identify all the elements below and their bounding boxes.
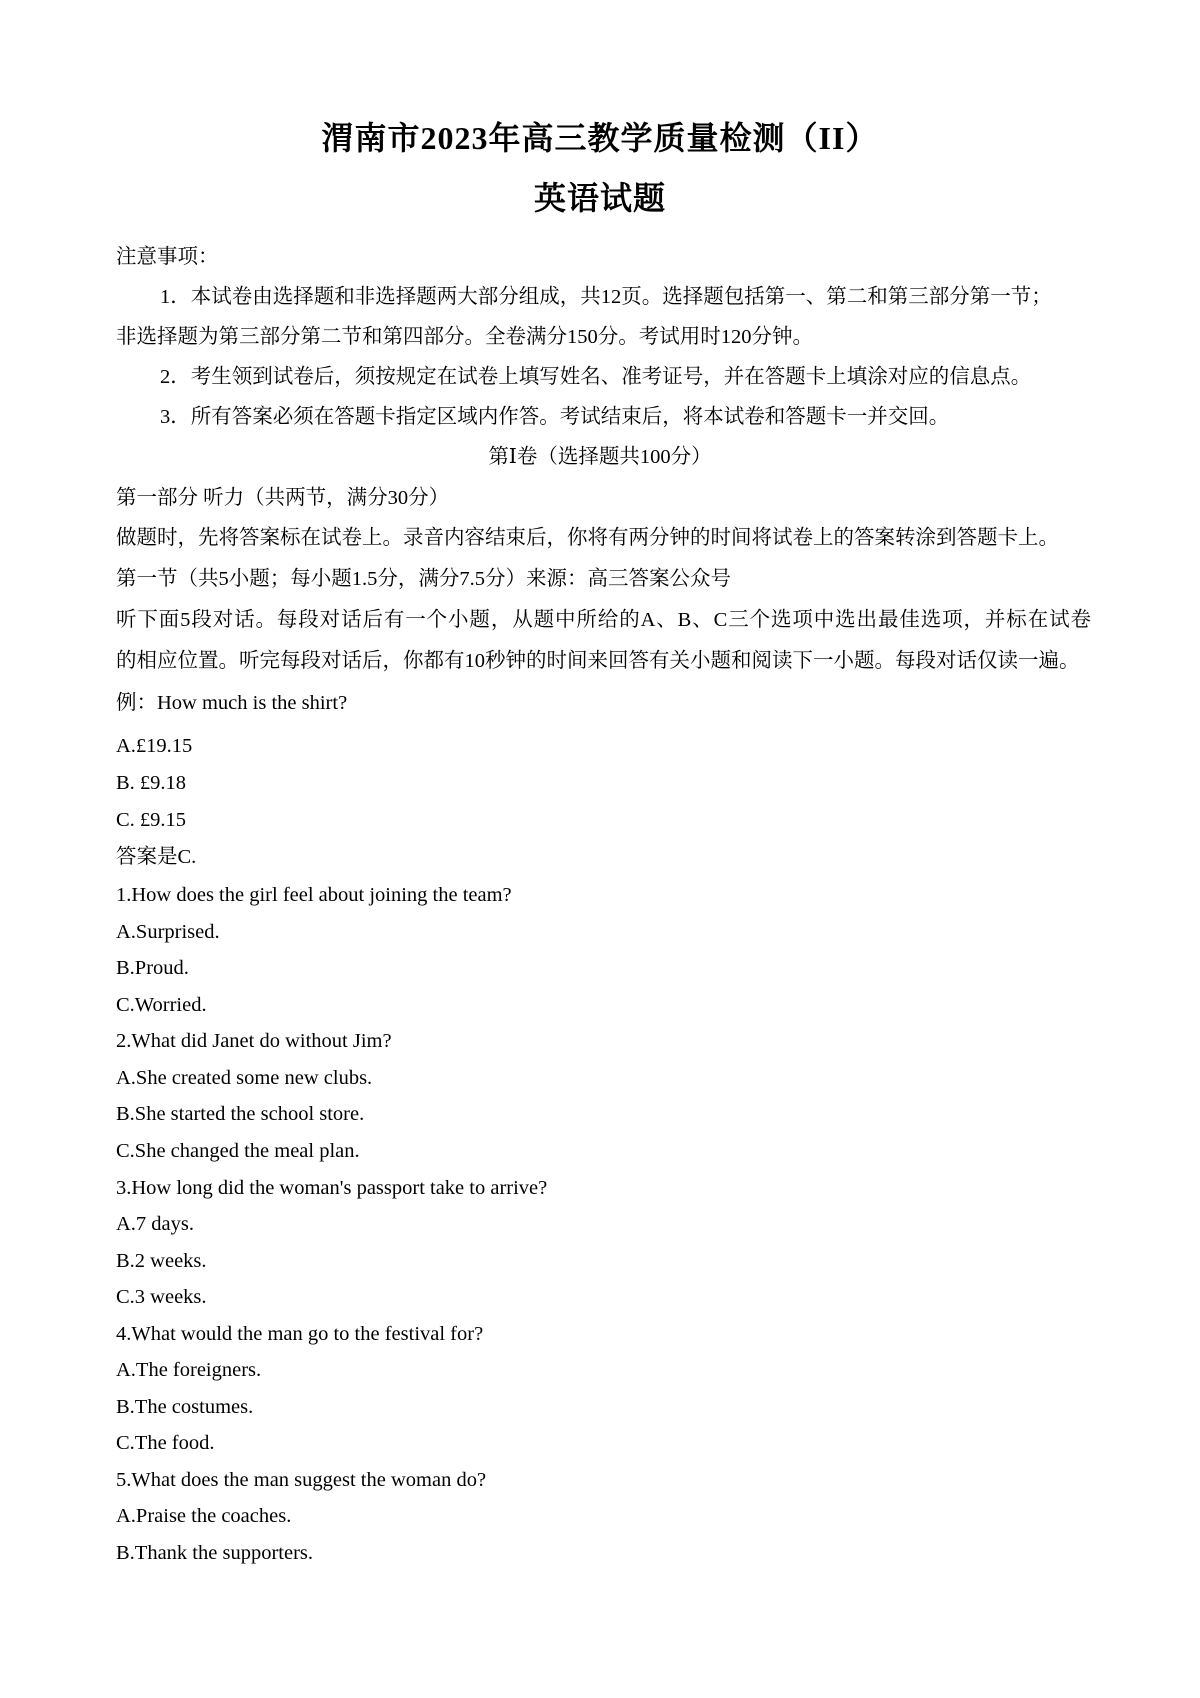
section1-desc-line-1: 听下面5段对话。每段对话后有一个小题，从题中所给的A、B、C三个选项中选出最佳选项，并标在试卷	[116, 609, 1091, 631]
question-1-option-b: B.Proud.	[116, 957, 189, 979]
notice-item-1-line-1: 1．本试卷由选择题和非选择题两大部分组成，共12页。选择题包括第一、第二和第三部分第一节；	[160, 286, 1052, 308]
question-2-option-c: C.She changed the meal plan.	[116, 1140, 360, 1162]
part1-instruction: 做题时，先将答案标在试卷上。录音内容结束后，你将有两分钟的时间将试卷上的答案转涂到答题卡上。	[116, 527, 1059, 549]
question-4-option-b: B.The costumes.	[116, 1396, 254, 1418]
example-option-b: B. £9.18	[116, 772, 187, 794]
question-3-option-b: B.2 weeks.	[116, 1250, 207, 1272]
example-option-c: C. £9.15	[116, 809, 187, 831]
section1-heading: 第一节（共5小题；每小题1.5分，满分7.5分）来源：高三答案公众号	[116, 568, 731, 590]
question-2-option-b: B.She started the school store.	[116, 1103, 365, 1125]
question-4-stem: 4.What would the man go to the festival for?	[116, 1323, 484, 1345]
page-subtitle: 英语试题	[533, 180, 666, 216]
example-question: 例：How much is the shirt?	[116, 692, 348, 714]
section1-desc-line-2: 的相应位置。听完每段对话后，你都有10秒钟的时间来回答有关小题和阅读下一小题。每段对话仅读一遍。	[116, 650, 1080, 672]
question-3-option-c: C.3 weeks.	[116, 1286, 207, 1308]
part1-heading: 第一部分 听力（共两节，满分30分）	[116, 487, 450, 509]
question-1-option-c: C.Worried.	[116, 994, 207, 1016]
volume-heading: 第Ⅰ卷（选择题共100分）	[488, 446, 712, 468]
example-option-a: A.£19.15	[116, 735, 193, 757]
question-3-stem: 3.How long did the woman's passport take to arrive?	[116, 1177, 548, 1199]
question-2-option-a: A.She created some new clubs.	[116, 1067, 373, 1089]
question-4-option-a: A.The foreigners.	[116, 1359, 262, 1381]
question-3-option-a: A.7 days.	[116, 1213, 195, 1235]
question-4-option-c: C.The food.	[116, 1432, 215, 1454]
notice-item-3: 3．所有答案必须在答题卡指定区域内作答。考试结束后，将本试卷和答题卡一并交回。	[160, 406, 950, 428]
question-1-stem: 1.How does the girl feel about joining the team?	[116, 884, 512, 906]
question-5-stem: 5.What does the man suggest the woman do?	[116, 1469, 487, 1491]
question-5-option-b: B.Thank the supporters.	[116, 1542, 313, 1564]
question-2-stem: 2.What did Janet do without Jim?	[116, 1030, 392, 1052]
question-1-option-a: A.Surprised.	[116, 921, 220, 943]
notice-item-2: 2．考生领到试卷后，须按规定在试卷上填写姓名、准考证号，并在答题卡上填涂对应的信息点。	[160, 366, 1032, 388]
notice-item-1-line-2: 非选择题为第三部分第二节和第四部分。全卷满分150分。考试用时120分钟。	[116, 326, 813, 348]
question-5-option-a: A.Praise the coaches.	[116, 1505, 292, 1527]
example-answer: 答案是C.	[116, 846, 197, 868]
page-title: 渭南市2023年高三教学质量检测（II）	[321, 120, 879, 156]
notice-heading: 注意事项：	[116, 246, 219, 268]
